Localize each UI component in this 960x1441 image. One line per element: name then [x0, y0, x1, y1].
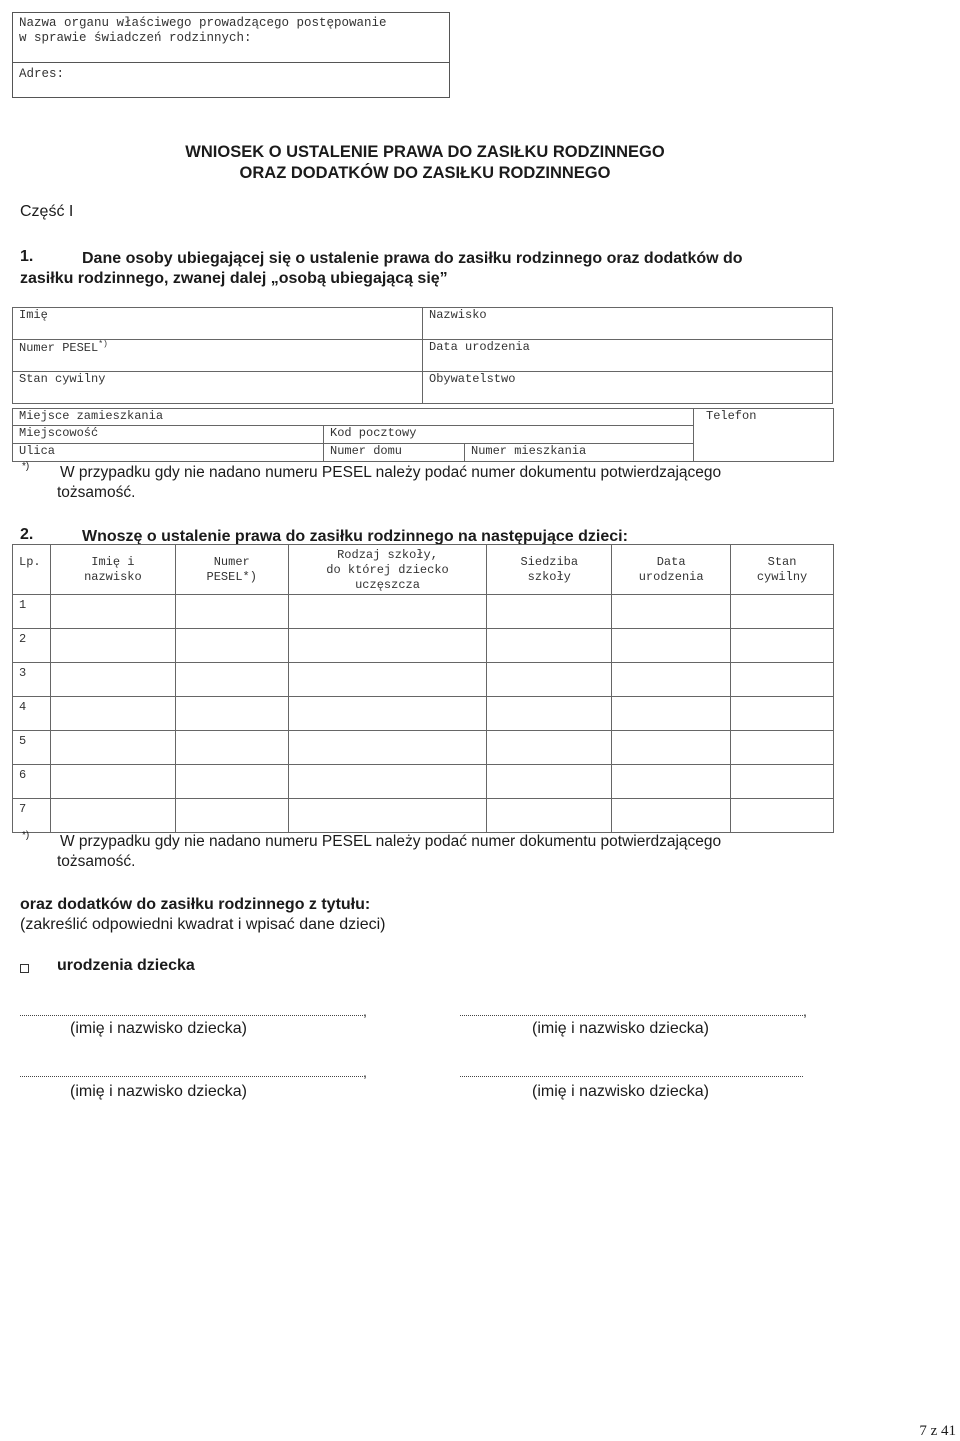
child-name-line-4[interactable]: [460, 1076, 803, 1077]
child-name-caption-3: (imię i nazwisko dziecka): [70, 1083, 247, 1100]
col-school-seat-cell[interactable]: [487, 799, 612, 833]
col-school-type-cell[interactable]: [288, 629, 487, 663]
col-birth-date-cell[interactable]: [612, 629, 731, 663]
phone-field[interactable]: [694, 409, 834, 462]
birth-supplement-label: urodzenia dziecka: [57, 957, 195, 974]
row-number: 5: [13, 731, 51, 765]
col-lp-header: [13, 545, 51, 595]
child-name-caption-1: (imię i nazwisko dziecka): [70, 1020, 247, 1037]
col-name-header-line: nazwisko: [84, 570, 142, 584]
table-row: [13, 731, 834, 765]
col-marital-status-cell[interactable]: [731, 595, 834, 629]
col-birth-date-cell[interactable]: [612, 731, 731, 765]
col-birth-date-header: [612, 545, 731, 595]
col-birth-date-cell[interactable]: [612, 697, 731, 731]
col-school-type-cell[interactable]: [288, 731, 487, 765]
authority-label-line2: w sprawie świadczeń rodzinnych:: [19, 31, 252, 45]
child-name-caption-2: (imię i nazwisko dziecka): [532, 1020, 709, 1037]
town-field[interactable]: [13, 426, 324, 444]
col-lp-header-line: Lp.: [19, 555, 41, 569]
section2-heading: Wnoszę o ustalenie prawa do zasiłku rodzinnego na następujące dzieci:: [82, 528, 628, 545]
col-marital-status-cell[interactable]: [731, 697, 834, 731]
row-number: 3: [13, 663, 51, 697]
part-label: Część I: [20, 203, 74, 220]
children-table: [12, 544, 834, 833]
col-marital-status-cell[interactable]: [731, 765, 834, 799]
pesel-footnote-mark: *): [98, 340, 108, 349]
marital-status-field[interactable]: [13, 372, 423, 404]
col-school-type-header: [288, 545, 487, 595]
authority-label-line1: Nazwa organu właściwego prowadzącego postępowanie: [19, 16, 387, 30]
col-marital-status-cell[interactable]: [731, 663, 834, 697]
col-pesel-cell[interactable]: [175, 799, 288, 833]
phone-label: Telefon: [706, 409, 757, 423]
authority-name-field[interactable]: [13, 13, 449, 63]
col-marital-status-cell[interactable]: [731, 629, 834, 663]
col-school-seat-cell[interactable]: [487, 663, 612, 697]
table-row: [13, 799, 834, 833]
col-pesel-header-line: PESEL*): [206, 570, 257, 584]
table-row: [13, 595, 834, 629]
table-row: [13, 663, 834, 697]
first-name-field[interactable]: [13, 308, 423, 340]
col-marital-status-header-line: cywilny: [756, 570, 808, 584]
col-school-seat-header-line: Siedziba: [520, 555, 579, 569]
col-marital-status-header: [731, 545, 834, 595]
col-marital-status-header-line: Stan: [767, 555, 797, 569]
col-school-seat-cell[interactable]: [487, 629, 612, 663]
col-school-seat-header: [487, 545, 612, 595]
postal-code-field[interactable]: [324, 426, 694, 444]
col-birth-date-header-line: Data: [656, 555, 686, 569]
col-school-seat-header-line: szkoły: [527, 570, 571, 584]
street-field[interactable]: [13, 444, 324, 462]
residence-label: Miejsce zamieszkania: [19, 409, 164, 423]
table-row: [13, 765, 834, 799]
pesel-label: Numer PESEL: [19, 341, 99, 355]
flat-number-field[interactable]: [465, 444, 694, 462]
col-school-type-cell[interactable]: [288, 595, 487, 629]
page-number: 7 z 41: [919, 1423, 956, 1439]
table-row: [13, 697, 834, 731]
col-pesel-cell[interactable]: [175, 765, 288, 799]
col-birth-date-cell[interactable]: [612, 663, 731, 697]
footnote1-mark: *): [22, 461, 30, 472]
col-name-cell[interactable]: [50, 697, 175, 731]
surname-label: Nazwisko: [429, 308, 487, 322]
footnote1-line1: W przypadku gdy nie nadano numeru PESEL należy podać numer dokumentu potwierdzającego: [60, 464, 722, 481]
citizenship-label: Obywatelstwo: [429, 372, 516, 386]
marital-status-label: Stan cywilny: [19, 372, 106, 386]
col-birth-date-header-line: urodzenia: [638, 570, 704, 584]
footnote1-line2: tożsamość.: [57, 484, 136, 501]
birth-supplement-checkbox[interactable]: [20, 964, 29, 973]
child-name-comma-1: ,: [363, 1003, 367, 1019]
col-pesel-cell[interactable]: [175, 663, 288, 697]
col-pesel-cell[interactable]: [175, 595, 288, 629]
col-birth-date-cell[interactable]: [612, 595, 731, 629]
col-name-header-line: Imię i: [91, 555, 135, 569]
col-school-type-header-line: uczęszcza: [355, 578, 420, 592]
footnote2-line2: tożsamość.: [57, 853, 136, 870]
col-pesel-cell[interactable]: [175, 731, 288, 765]
col-school-type-cell[interactable]: [288, 765, 487, 799]
col-name-cell[interactable]: [50, 629, 175, 663]
col-birth-date-cell[interactable]: [612, 765, 731, 799]
footnote2-line1: W przypadku gdy nie nadano numeru PESEL należy podać numer dokumentu potwierdzającego: [60, 833, 722, 850]
col-school-seat-cell[interactable]: [487, 697, 612, 731]
child-name-line-3[interactable]: [20, 1076, 363, 1077]
citizenship-field[interactable]: [423, 372, 833, 404]
first-name-label: Imię: [19, 308, 48, 322]
col-name-cell[interactable]: [50, 731, 175, 765]
authority-box: [12, 12, 450, 98]
form-title-line1: WNIOSEK O USTALENIE PRAWA DO ZASIŁKU RODZINNEGO: [185, 143, 665, 161]
col-pesel-cell[interactable]: [175, 629, 288, 663]
col-school-type-header-line: Rodzaj szkoły,: [337, 548, 438, 562]
address-label: Adres:: [19, 67, 65, 81]
child-name-line-2[interactable]: [460, 1015, 803, 1016]
child-name-comma-3: ,: [363, 1064, 367, 1080]
section1-number: 1.: [20, 248, 34, 265]
birth-date-label: Data urodzenia: [429, 340, 530, 354]
col-school-type-header-line: do której dziecko: [326, 563, 449, 577]
row-number: 6: [13, 765, 51, 799]
authority-address-field[interactable]: [13, 63, 449, 97]
col-name-cell[interactable]: [50, 663, 175, 697]
col-pesel-header: [175, 545, 288, 595]
col-birth-date-cell[interactable]: [612, 799, 731, 833]
col-pesel-header-line: Numer: [213, 555, 250, 569]
supplements-instruction: (zakreślić odpowiedni kwadrat i wpisać dane dzieci): [20, 916, 386, 933]
child-name-comma-2: ,: [803, 1003, 807, 1019]
surname-field[interactable]: [423, 308, 833, 340]
form-title-line2: ORAZ DODATKÓW DO ZASIŁKU RODZINNEGO: [239, 164, 611, 182]
col-school-type-cell[interactable]: [288, 697, 487, 731]
birth-date-field[interactable]: [423, 340, 833, 372]
col-school-seat-cell[interactable]: [487, 595, 612, 629]
street-label: Ulica: [19, 444, 56, 458]
children-table-header: [13, 545, 834, 595]
col-name-cell[interactable]: [50, 595, 175, 629]
col-marital-status-cell[interactable]: [731, 799, 834, 833]
section2-number: 2.: [20, 526, 34, 543]
row-number: 4: [13, 697, 51, 731]
col-marital-status-cell[interactable]: [731, 731, 834, 765]
col-school-type-cell[interactable]: [288, 663, 487, 697]
address-table: [12, 408, 834, 462]
col-name-cell[interactable]: [50, 799, 175, 833]
residence-header: [13, 409, 694, 426]
supplements-heading: oraz dodatków do zasiłku rodzinnego z tytułu:: [20, 896, 371, 913]
flat-number-label: Numer mieszkania: [471, 444, 587, 458]
row-number: 2: [13, 629, 51, 663]
pesel-field[interactable]: [13, 340, 423, 372]
col-pesel-cell[interactable]: [175, 697, 288, 731]
house-number-field[interactable]: [324, 444, 465, 462]
town-label: Miejscowość: [19, 426, 99, 440]
section1-heading-line1: Dane osoby ubiegającej się o ustalenie prawa do zasiłku rodzinnego oraz dodatków do: [82, 250, 743, 267]
child-name-caption-4: (imię i nazwisko dziecka): [532, 1083, 709, 1100]
row-number: 1: [13, 595, 51, 629]
col-name-header: [50, 545, 175, 595]
col-school-seat-cell[interactable]: [487, 765, 612, 799]
postal-code-label: Kod pocztowy: [330, 426, 417, 440]
col-name-cell[interactable]: [50, 765, 175, 799]
row-number: 7: [13, 799, 51, 833]
section1-heading-line2: zasiłku rodzinnego, zwanej dalej „osobą ubiegającą się”: [20, 270, 448, 287]
col-school-seat-cell[interactable]: [487, 731, 612, 765]
house-number-label: Numer domu: [330, 444, 403, 458]
applicant-data-table: [12, 307, 833, 404]
col-school-type-cell[interactable]: [288, 799, 487, 833]
table-row: [13, 629, 834, 663]
child-name-line-1[interactable]: [20, 1015, 363, 1016]
footnote2-mark: *): [22, 830, 30, 841]
